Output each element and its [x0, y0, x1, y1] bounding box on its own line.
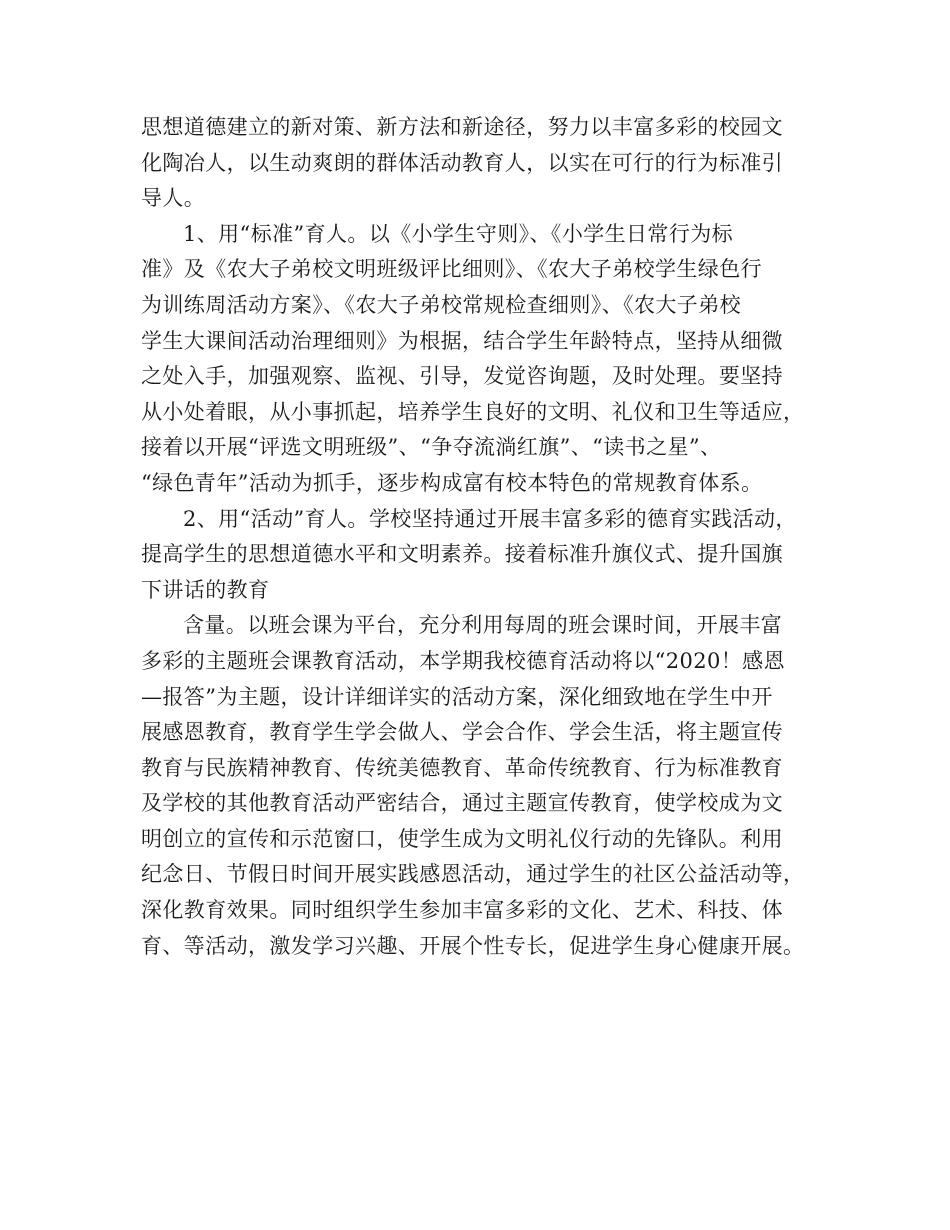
text-line: 为训练周活动方案》、《农大子弟校常规检查细则》、《农大子弟校	[141, 292, 741, 317]
text-line: 多彩的主题班会课教育活动，本学期我校德育活动将以“2020！感恩	[141, 648, 785, 673]
text-line: 明创立的宣传和示范窗口，使学生成为文明礼仪行动的先锋队。利用	[141, 826, 783, 851]
text-line: 深化教育效果。同时组织学生参加丰富多彩的文化、艺术、科技、体	[141, 898, 783, 923]
text-line: 提高学生的思想道德水平和文明素养。接着标准升旗仪式、提升国旗	[141, 542, 783, 567]
text-line: 学生大课间活动治理细则》为根据，结合学生年龄特点，坚持从细微	[141, 328, 783, 353]
text-line: 育、等活动，激发学习兴趣、开展个性专长，促进学生身心健康开展。	[141, 933, 805, 958]
text-line: “绿色青年”活动为抓手，逐步构成富有校本特色的常规教育体系。	[141, 470, 763, 495]
paragraph-1-heading-line: 1、用“标准”育人。以《小学生守则》、《小学生日常行为标	[183, 221, 734, 246]
paragraph-3-first-line: 含量。以班会课为平台，充分利用每周的班会课时间，开展丰富	[183, 613, 783, 638]
text-line: 化陶冶人，以生动爽朗的群体活动教育人，以实在可行的行为标准引	[141, 150, 783, 175]
paragraph-2-heading-line: 2、用“活动”育人。学校坚持通过开展丰富多彩的德育实践活动，	[183, 506, 797, 531]
text-line: 下讲话的教育	[141, 577, 270, 602]
text-line: 思想道德建立的新对策、新方法和新途径，努力以丰富多彩的校园文	[141, 115, 783, 139]
text-line: 准》及《农大子弟校文明班级评比细则》、《农大子弟校学生绿色行	[141, 257, 762, 282]
text-line: 从小处着眼，从小事抓起，培养学生良好的文明、礼仪和卫生等适应，	[141, 399, 805, 424]
text-line: 接着以开展“评选文明班级”、“争夺流淌红旗”、“读书之星”、	[141, 435, 722, 460]
text-line: 纪念日、节假日时间开展实践感恩活动，通过学生的社区公益活动等，	[141, 862, 805, 887]
text-line: —报答”为主题，设计详细详实的活动方案，深化细致地在学生中开	[141, 684, 773, 709]
text-line: 展感恩教育，教育学生学会做人、学会合作、学会生活，将主题宣传	[141, 720, 783, 745]
text-line: 及学校的其他教育活动严密结合，通过主题宣传教育，使学校成为文	[141, 791, 783, 816]
text-line: 之处入手，加强观察、监视、引导，发觉咨询题，及时处理。要坚持	[141, 364, 783, 389]
text-line: 教育与民族精神教育、传统美德教育、革命传统教育、行为标准教育	[141, 755, 783, 780]
document-body	[141, 110, 813, 964]
text-line: 导人。	[141, 186, 206, 211]
